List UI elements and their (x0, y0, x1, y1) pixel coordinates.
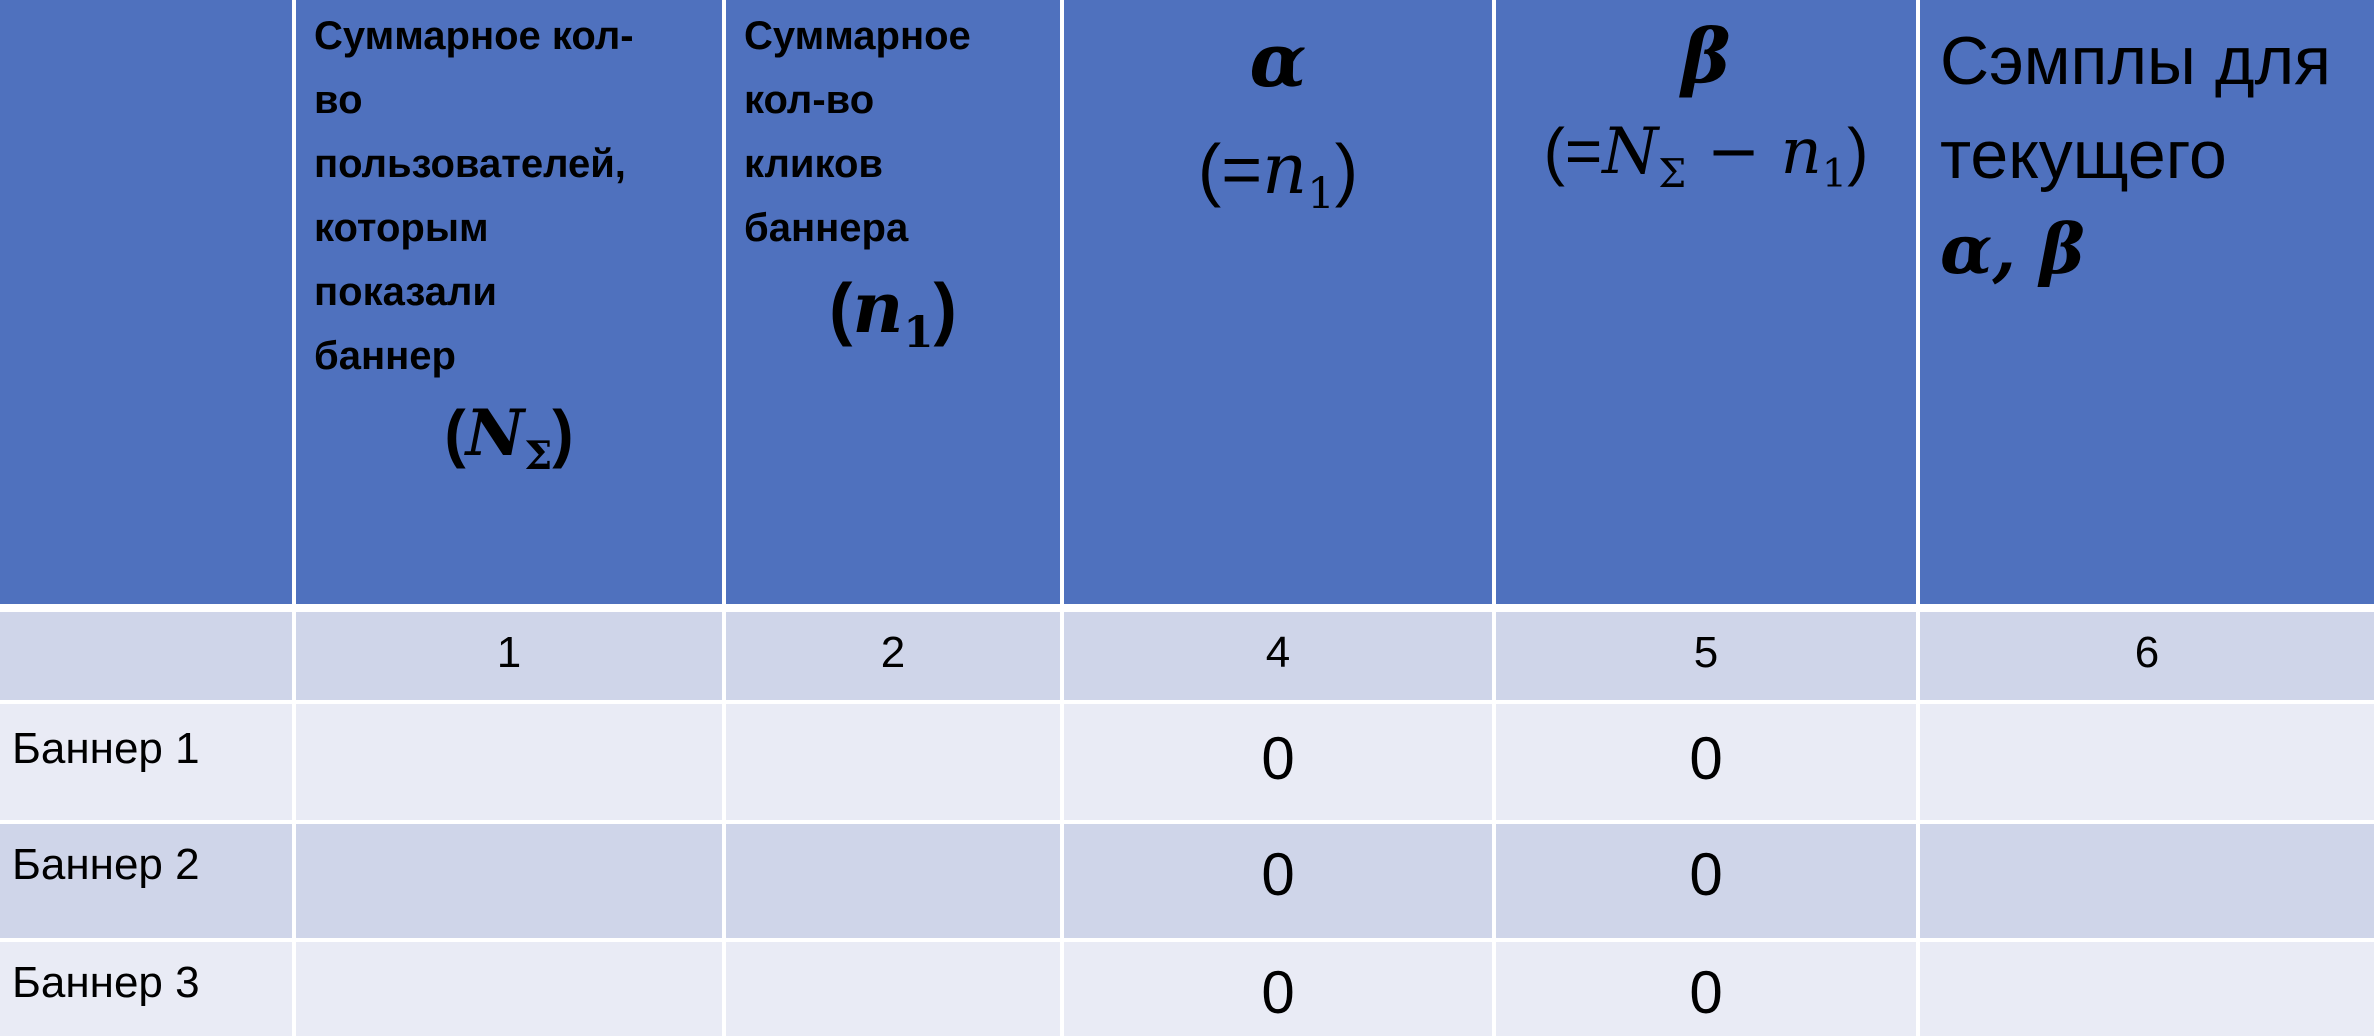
beta-value: 0 (1689, 841, 1723, 908)
column-number-cell (1064, 612, 1492, 700)
header-alpha-cell (1064, 0, 1492, 604)
row-label: Баннер 3 (12, 958, 200, 1007)
header-corner-cell (0, 0, 292, 604)
row-label: Баннер 1 (12, 724, 200, 773)
beta-symbol: β (1681, 14, 1731, 100)
table-cell (726, 704, 1060, 820)
header-beta-cell (1496, 0, 1916, 604)
column-number-cell (726, 612, 1060, 700)
column-number: 1 (496, 628, 522, 677)
table-cell (1920, 824, 2374, 938)
beta-formula: $(=N_\Sigma - n_1)$ (1543, 115, 1869, 197)
column-number-cell (1920, 612, 2374, 700)
row-label: Баннер 2 (12, 840, 200, 889)
alpha-value: 0 (1261, 725, 1295, 792)
alpha-value-cell (1064, 704, 1492, 820)
total-users-label: Суммарное кол- во пользователей, которым показали баннер (314, 14, 634, 378)
alpha-value-cell (1064, 942, 1492, 1036)
column-number-cell (1496, 612, 1916, 700)
beta-value: 0 (1689, 725, 1723, 792)
table-cell (296, 942, 722, 1036)
alpha-value-cell (1064, 824, 1492, 938)
table-cell (726, 942, 1060, 1036)
total-clicks-symbol: $(n_1)$ (829, 266, 957, 359)
header-total-users-cell (296, 0, 722, 604)
samples-label: Сэмплы для текущего (1940, 23, 2331, 193)
alpha-value: 0 (1261, 959, 1295, 1026)
row-label-cell (0, 704, 292, 820)
table-cell (296, 824, 722, 938)
table-cell (1920, 942, 2374, 1036)
column-number: 4 (1265, 628, 1291, 677)
total-users-symbol: $(N_\Sigma)$ (444, 396, 574, 479)
alpha-value: 0 (1261, 841, 1295, 908)
header-total-clicks-cell (726, 0, 1060, 604)
table-cell (1920, 704, 2374, 820)
table-cell (296, 704, 722, 820)
column-number: 2 (880, 628, 906, 677)
alpha-symbol: α (1249, 18, 1307, 104)
alpha-formula: $(=n_1)$ (1197, 128, 1359, 220)
total-clicks-label: Суммарное кол-во кликов баннера (744, 14, 971, 250)
beta-value-cell (1496, 824, 1916, 938)
header-samples-cell (1920, 0, 2374, 604)
beta-value-cell (1496, 942, 1916, 1036)
number-row-corner (0, 612, 292, 700)
column-number: 6 (2134, 628, 2160, 677)
row-label-cell (0, 942, 292, 1036)
samples-greek: α, β (1940, 210, 2085, 290)
beta-value: 0 (1689, 959, 1723, 1026)
column-number-cell (296, 612, 722, 700)
table-cell (726, 824, 1060, 938)
row-label-cell (0, 824, 292, 938)
column-number: 5 (1693, 628, 1719, 677)
beta-value-cell (1496, 704, 1916, 820)
